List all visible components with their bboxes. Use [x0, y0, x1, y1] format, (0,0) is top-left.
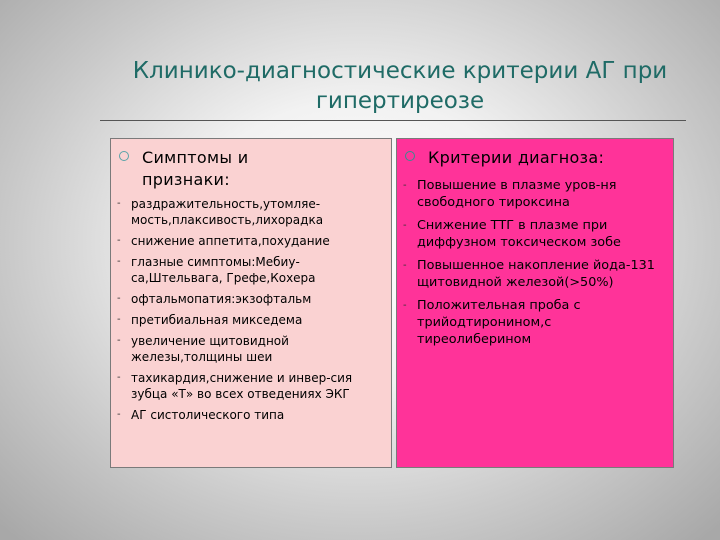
list-item-text: раздражительность,утомляе-мость,плаксивость,лихорадка — [131, 197, 324, 227]
list-item-text: глазные симптомы:Мебиу-са,Штельвага, Грефе,Кохера — [131, 255, 316, 285]
list-item — [117, 333, 385, 365]
list-item-text: Повышенное накопление йода-131 щитовидной железой(>50%) — [417, 258, 655, 290]
dash-bullet-icon: - — [403, 180, 407, 191]
list-item-text: АГ систолического типа — [131, 408, 285, 422]
criteria-heading — [405, 147, 604, 169]
list-item-text: увеличение щитовидной железы,толщины шеи — [131, 334, 289, 364]
dash-bullet-icon: - — [117, 198, 121, 209]
dash-bullet-icon: - — [117, 256, 121, 267]
title-divider — [100, 120, 686, 121]
list-item — [403, 177, 661, 211]
list-item — [117, 291, 385, 307]
dash-bullet-icon: - — [403, 300, 407, 311]
dash-bullet-icon: - — [117, 409, 121, 420]
slide-title: Клинико-диагностические критерии АГ при гипертиреозе — [132, 58, 668, 114]
list-item-text: снижение аппетита,похудание — [131, 234, 330, 248]
list-item — [117, 254, 385, 286]
dash-bullet-icon: - — [117, 293, 121, 304]
list-item-text: офтальмопатия:экзофтальм — [131, 292, 312, 306]
hollow-circle-bullet-icon — [119, 151, 129, 161]
list-item — [403, 297, 661, 348]
dash-bullet-icon: - — [117, 235, 121, 246]
list-item — [117, 196, 385, 228]
list-item-text: Снижение ТТГ в плазме при диффузном токсическом зобе — [417, 218, 621, 250]
list-item-text: Положительная проба с трийодтиронином,с тиреолиберином — [417, 298, 581, 347]
list-item-text: претибиальная микседема — [131, 313, 303, 327]
dash-bullet-icon: - — [117, 335, 121, 346]
symptoms-panel — [110, 138, 392, 468]
symptoms-list — [117, 196, 385, 428]
list-item — [403, 217, 661, 251]
symptoms-heading — [119, 147, 248, 191]
list-item-text: тахикардия,снижение и инвер-сия зубца «Т» во всех отведениях ЭКГ — [131, 371, 353, 401]
list-item — [117, 407, 385, 423]
symptoms-heading-text: Симптомы и признаки: — [142, 148, 249, 189]
list-item — [403, 257, 661, 291]
criteria-panel — [396, 138, 674, 468]
hollow-circle-bullet-icon — [405, 151, 415, 161]
dash-bullet-icon: - — [403, 260, 407, 271]
criteria-heading-text: Критерии диагноза: — [428, 148, 605, 167]
list-item — [117, 312, 385, 328]
dash-bullet-icon: - — [117, 372, 121, 383]
dash-bullet-icon: - — [117, 314, 121, 325]
list-item-text: Повышение в плазме уров-ня свободного тироксина — [417, 178, 617, 210]
dash-bullet-icon: - — [403, 220, 407, 231]
list-item — [117, 233, 385, 249]
list-item — [117, 370, 385, 402]
criteria-list — [403, 177, 661, 354]
